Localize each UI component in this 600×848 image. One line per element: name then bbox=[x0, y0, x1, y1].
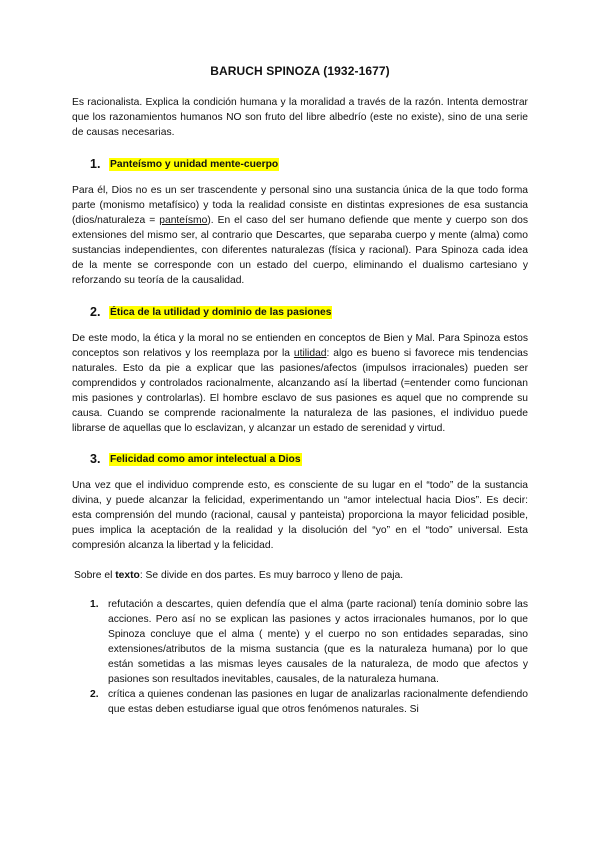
texto-paragraph: Sobre el texto: Se divide en dos partes. Es muy barroco y lleno de paja. bbox=[74, 570, 404, 581]
numbered-list bbox=[72, 597, 528, 717]
section-number: 1. bbox=[90, 157, 101, 171]
texto-bold: texto bbox=[115, 570, 140, 581]
section-paragraph-1: Para él, Dios no es un ser trascendente y personal sino una sustancia única de la que todo forma parte (monismo metafísico) y toda la realidad consiste en distintas expresiones de esa sustancia (dios/naturaleza = panteísmo). En el caso del ser humano defiende que mente y cuerpo son dos extensiones del mismo ser, al contrario que Descartes, que separaba cuerpo y mente (alma) como sustancias independientes, con diferentes naturalezas (física y racional). Para Spinoza cada idea de la mente se corresponde con un estado del cuerpo, eliminando el dualismo cartesiano y reforzando su teoría de la causalidad. bbox=[72, 185, 529, 286]
intro-paragraph: Es racionalista. Explica la condición humana y la moralidad a través de la razón. Intenta demostrar que los razonamientos humanos NO son fruto del libre albedrío (este no existe), sino de una serie de causas necesarias. bbox=[72, 97, 528, 138]
list-number: 2. bbox=[90, 689, 99, 700]
section-heading-2 bbox=[72, 305, 528, 319]
section-paragraph-3: Una vez que el individuo comprende esto, es consciente de su lugar en el “todo” de la sustancia divina, y puede alcanzar la felicidad, experimentando un “amor intelectual hacia Dios”. Es decir: esta comprensión del mundo (racional, causal y panteista) proporciona la mayor felicidad posible, pues implica la aceptación de la realidad y la disolución del “yo” en el “todo” universal. Esta compresión alcanza la libertad y la felicidad. bbox=[72, 480, 528, 551]
list-item bbox=[72, 597, 528, 687]
section-title: Panteísmo y unidad mente-cuerpo bbox=[110, 158, 279, 170]
list-item bbox=[72, 687, 528, 717]
list-number: 1. bbox=[90, 599, 99, 610]
underlined-term: utilidad bbox=[293, 348, 327, 359]
list-text: refutación a descartes, quien defendía que el alma (parte racional) tenía dominio sobre las acciones. Pero así no se explican las pasiones y actos irracionales humanos, por lo que Spinoza concluye que el alma ( mente) y el cuerpo no son entidades separadas, sino extensiones/atributos de la misma sustancia (que es la naturaleza humana) por lo que están sometidas a las mismas leyes causales de la naturaleza, de modo que afectos y pasiones son resultados inevitables, causales, de la naturaleza humana. bbox=[108, 599, 528, 685]
section-number: 3. bbox=[90, 452, 101, 466]
section-number: 2. bbox=[90, 305, 101, 319]
underlined-term: panteísmo bbox=[159, 215, 208, 226]
section-heading-1 bbox=[72, 157, 528, 171]
section-paragraph-2: De este modo, la ética y la moral no se entienden en conceptos de Bien y Mal. Para Spinoza estos conceptos son relativos y los reemplaza por la utilidad: algo es bueno si favorece mis tendencias naturales. Esto da pie a explicar que las pasiones/afectos (impulsos irracionales) pueden ser comprendidos y controlados racionalmente, alcanzando así la libertad (=entender como funcionan mis pasiones y controlarlas). El hombre esclavo de sus pasiones es aquel que no comprende su causa. Cuando se comprende racionalmente la naturaleza de las pasiones, el individuo puede librarse de aquellas que lo esclavizan, y alcanzar un estado de serenidad y virtud. bbox=[72, 333, 528, 434]
section-title: Ética de la utilidad y dominio de las pasiones bbox=[110, 306, 332, 318]
document-page bbox=[72, 64, 528, 717]
section-title: Felicidad como amor intelectual a Dios bbox=[110, 453, 301, 465]
section-heading-3 bbox=[72, 452, 528, 466]
document-title: BARUCH SPINOZA (1932-1677) bbox=[210, 64, 390, 78]
list-text: crítica a quienes condenan las pasiones en lugar de analizarlas racionalmente defendiendo que estas deben estudiarse igual que otros fenómenos naturales. Si bbox=[108, 689, 528, 715]
